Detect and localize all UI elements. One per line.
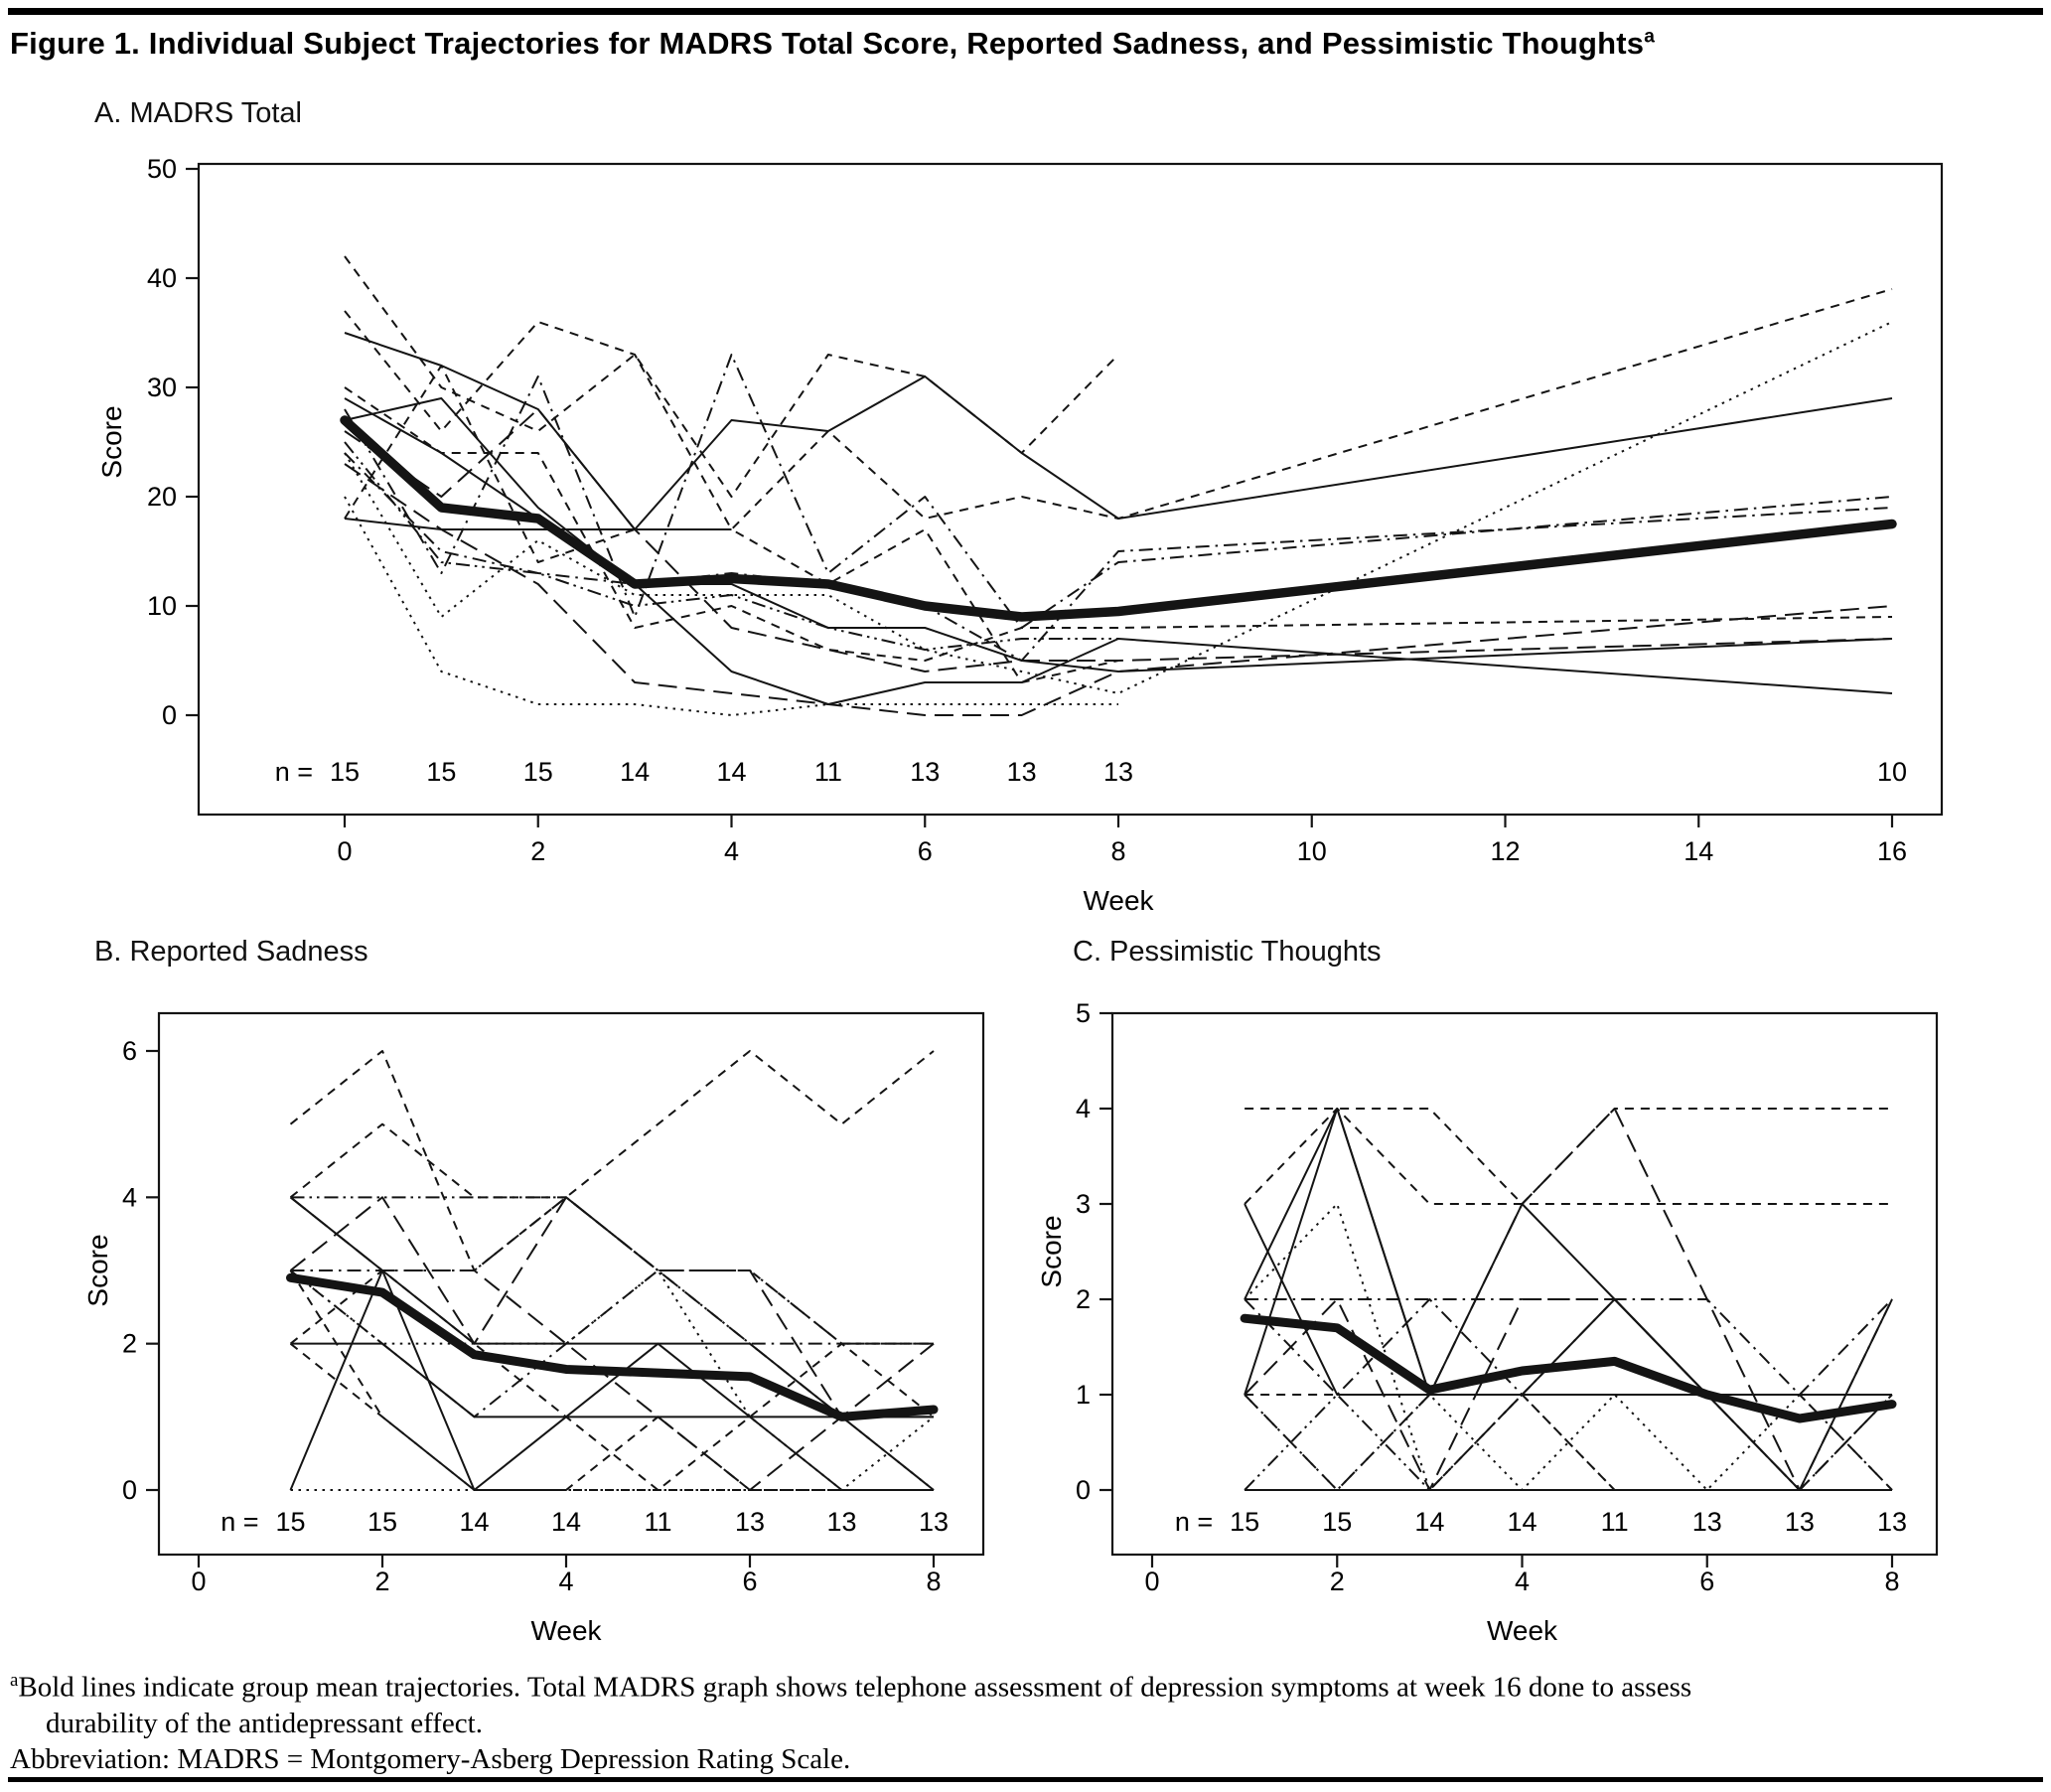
n-value: 14 <box>550 1507 582 1537</box>
y-tick-label: 30 <box>146 373 177 402</box>
subject-trajectory-line <box>345 355 1892 628</box>
y-tick-label: 3 <box>1075 1189 1091 1219</box>
n-value: 15 <box>522 757 553 787</box>
y-tick-label: 1 <box>1075 1380 1091 1410</box>
panel-c-label: C. Pessimistic Thoughts <box>1073 936 1382 968</box>
x-tick-label: 6 <box>1699 1567 1715 1596</box>
panel-b-label: B. Reported Sadness <box>94 936 368 968</box>
subject-trajectory-line <box>291 1270 935 1490</box>
subject-trajectory-line <box>345 322 1892 693</box>
n-row-label: n = <box>220 1507 259 1537</box>
bottom-rule <box>8 1777 2043 1782</box>
y-axis-label: Score <box>1036 1215 1067 1288</box>
reported-sadness-chart <box>79 993 1033 1669</box>
footnote-line-1: Bold lines indicate group mean trajectories. Total MADRS graph shows telephone assessment of depression symptoms at week 16 done to assess <box>18 1671 1692 1704</box>
y-tick-label: 2 <box>1075 1284 1091 1314</box>
n-value: 11 <box>1600 1507 1629 1537</box>
footnote <box>10 1669 2031 1778</box>
subject-trajectory-line <box>345 289 1892 529</box>
figure-title-superscript: a <box>1644 26 1656 48</box>
x-tick-label: 12 <box>1490 836 1521 866</box>
y-axis-label: Score <box>82 1234 113 1307</box>
y-tick-label: 6 <box>121 1036 137 1066</box>
y-tick-label: 4 <box>121 1182 137 1213</box>
x-tick-label: 8 <box>926 1567 942 1596</box>
y-tick-label: 5 <box>1075 998 1091 1028</box>
n-value: 15 <box>1322 1507 1353 1537</box>
subject-trajectory-line <box>291 1051 935 1270</box>
x-tick-label: 4 <box>1514 1567 1531 1596</box>
pessimistic-thoughts-plot <box>1033 993 1962 1669</box>
n-value: 11 <box>813 757 842 787</box>
footnote-line-2: durability of the antidepressant effect. <box>46 1707 483 1739</box>
x-tick-label: 10 <box>1296 836 1327 866</box>
y-tick-label: 10 <box>146 591 177 621</box>
n-value: 14 <box>459 1507 490 1537</box>
n-value: 15 <box>366 1507 398 1537</box>
top-rule <box>8 8 2043 15</box>
n-row-label: n = <box>1174 1507 1214 1537</box>
x-tick-label: 6 <box>917 836 933 866</box>
madrs-total-chart <box>79 139 1972 924</box>
n-row-label: n = <box>274 757 313 787</box>
x-tick-label: 4 <box>558 1567 574 1596</box>
footnote-superscript: a <box>10 1670 19 1691</box>
y-tick-label: 0 <box>161 700 177 730</box>
y-tick-label: 0 <box>1075 1475 1091 1505</box>
n-value: 14 <box>1414 1507 1445 1537</box>
x-tick-label: 8 <box>1110 836 1126 866</box>
n-value: 15 <box>426 757 457 787</box>
n-value: 15 <box>329 757 361 787</box>
x-tick-label: 4 <box>723 836 740 866</box>
x-axis-label: Week <box>1486 1615 1558 1646</box>
mean-trajectory-line <box>1245 1318 1892 1419</box>
pessimistic-thoughts-chart <box>1033 993 1962 1669</box>
n-value: 13 <box>1006 757 1037 787</box>
subject-trajectory-line <box>345 398 1892 672</box>
x-tick-label: 0 <box>337 836 353 866</box>
y-tick-label: 50 <box>146 154 177 184</box>
y-axis-label: Score <box>96 405 127 479</box>
n-value: 11 <box>644 1507 672 1537</box>
subject-trajectory-line <box>345 256 1118 497</box>
n-value: 13 <box>1102 757 1134 787</box>
y-tick-label: 0 <box>121 1475 137 1505</box>
n-value: 13 <box>918 1507 950 1537</box>
y-tick-label: 4 <box>1075 1094 1091 1123</box>
n-value: 14 <box>1507 1507 1538 1537</box>
x-tick-label: 0 <box>1144 1567 1160 1596</box>
abbreviation-note: Abbreviation: MADRS = Montgomery-Asberg Depression Rating Scale. <box>10 1742 851 1775</box>
x-axis-label: Week <box>530 1615 602 1646</box>
madrs-total-plot <box>79 139 1972 924</box>
n-value: 13 <box>910 757 941 787</box>
panel-a-label: A. MADRS Total <box>94 97 302 129</box>
n-value: 13 <box>1691 1507 1722 1537</box>
subject-trajectory-line <box>345 333 1892 529</box>
x-tick-label: 6 <box>742 1567 758 1596</box>
n-value: 13 <box>1876 1507 1908 1537</box>
plot-frame <box>159 1013 983 1555</box>
n-value: 14 <box>716 757 747 787</box>
y-tick-label: 40 <box>146 263 177 293</box>
subject-trajectory-line <box>345 453 1892 661</box>
figure-title-text: Figure 1. Individual Subject Trajectories for MADRS Total Score, Reported Sadness, and Pessimistic Thoughts <box>10 26 1645 61</box>
y-tick-label: 20 <box>146 482 177 512</box>
n-value: 14 <box>620 757 651 787</box>
n-value: 13 <box>734 1507 766 1537</box>
x-tick-label: 14 <box>1684 836 1714 866</box>
n-value: 13 <box>826 1507 857 1537</box>
n-value: 15 <box>1230 1507 1260 1537</box>
x-tick-label: 8 <box>1884 1567 1900 1596</box>
x-tick-label: 0 <box>191 1567 207 1596</box>
n-value: 10 <box>1876 757 1908 787</box>
x-tick-label: 2 <box>1329 1567 1345 1596</box>
plot-frame <box>1112 1013 1937 1555</box>
n-value: 13 <box>1784 1507 1815 1537</box>
figure-title <box>10 26 1655 62</box>
subject-trajectory-line <box>1245 1395 1892 1490</box>
n-value: 15 <box>275 1507 306 1537</box>
reported-sadness-plot <box>79 993 1033 1669</box>
x-tick-label: 2 <box>530 836 546 866</box>
plot-frame <box>199 164 1942 815</box>
x-tick-label: 2 <box>374 1567 390 1596</box>
subject-trajectory-line <box>345 387 1892 661</box>
x-axis-label: Week <box>1083 885 1154 916</box>
x-tick-label: 16 <box>1876 836 1908 866</box>
y-tick-label: 2 <box>121 1328 137 1359</box>
